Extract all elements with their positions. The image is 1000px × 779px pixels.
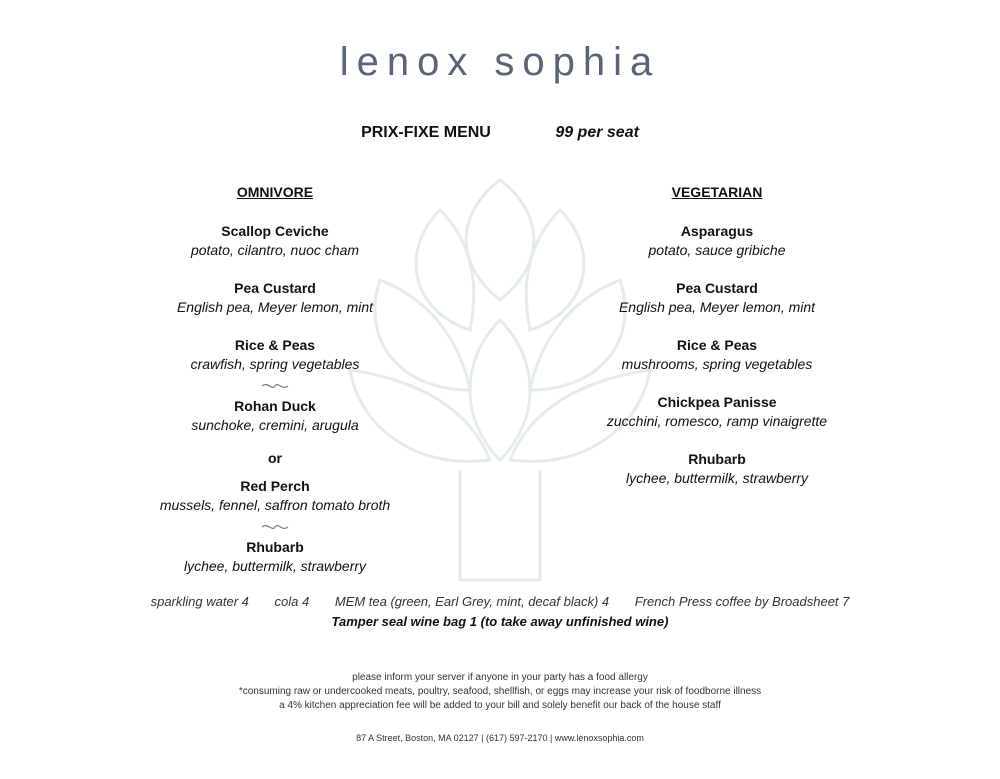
flourish-divider-icon bbox=[260, 381, 290, 391]
dish-name: Pea Custard bbox=[676, 280, 758, 296]
wine-bag-note: Tamper seal wine bag 1 (to take away unfinished wine) bbox=[331, 614, 669, 629]
vegetarian-heading: VEGETARIAN bbox=[671, 184, 763, 200]
dish-description: mussels, fennel, saffron tomato broth bbox=[159, 497, 391, 513]
raw-food-warning: *consuming raw or undercooked meats, poultry, seafood, shellfish, or eggs may increase your risk of foodborne illness bbox=[238, 686, 762, 697]
prix-fixe-title: PRIX-FIXE MENU bbox=[361, 124, 491, 141]
dish-description: English pea, Meyer lemon, mint bbox=[618, 299, 816, 315]
omnivore-heading: OMNIVORE bbox=[236, 184, 314, 200]
vegetarian-column bbox=[507, 184, 927, 507]
dish-description: lychee, buttermilk, strawberry bbox=[183, 558, 367, 574]
menu-item bbox=[507, 222, 927, 260]
allergy-note: please inform your server if anyone in your party has a food allergy bbox=[352, 672, 648, 683]
dish-description: mushrooms, spring vegetables bbox=[621, 356, 813, 372]
or-separator: or bbox=[268, 450, 282, 466]
prix-fixe-price: 99 per seat bbox=[555, 124, 639, 141]
drink-item: French Press coffee by Broadsheet 7 bbox=[634, 594, 850, 609]
drink-item: MEM tea (green, Earl Grey, mint, decaf black) 4 bbox=[334, 594, 610, 609]
menu-item bbox=[65, 336, 485, 374]
menu-item bbox=[65, 538, 485, 576]
dish-name: Red Perch bbox=[240, 478, 310, 494]
dish-name: Asparagus bbox=[680, 223, 754, 239]
dish-name: Pea Custard bbox=[234, 280, 316, 296]
dish-description: potato, sauce gribiche bbox=[648, 242, 786, 258]
dish-name: Rhubarb bbox=[246, 539, 304, 555]
address-line: 87 A Street, Boston, MA 02127 | (617) 597-2170 | www.lenoxsophia.com bbox=[356, 733, 644, 743]
menu-item bbox=[65, 477, 485, 515]
flourish-divider-icon bbox=[260, 522, 290, 532]
menu-item bbox=[507, 450, 927, 488]
drink-item: sparkling water 4 bbox=[150, 594, 249, 609]
dish-name: Chickpea Panisse bbox=[657, 394, 777, 410]
menu-item bbox=[507, 393, 927, 431]
dish-name: Scallop Ceviche bbox=[221, 223, 329, 239]
kitchen-fee-note: a 4% kitchen appreciation fee will be added to your bill and solely benefit our back of the house staff bbox=[279, 700, 721, 711]
dish-name: Rice & Peas bbox=[676, 337, 758, 353]
dish-name: Rohan Duck bbox=[234, 398, 316, 414]
dish-description: crawfish, spring vegetables bbox=[190, 356, 360, 372]
dish-description: zucchini, romesco, ramp vinaigrette bbox=[606, 413, 828, 429]
menu-item bbox=[65, 279, 485, 317]
menu-item bbox=[507, 336, 927, 374]
drink-item: cola 4 bbox=[274, 594, 310, 609]
restaurant-logo: lenox sophia bbox=[339, 40, 661, 84]
dish-description: sunchoke, cremini, arugula bbox=[191, 417, 359, 433]
menu-item bbox=[65, 222, 485, 260]
dish-name: Rice & Peas bbox=[234, 337, 316, 353]
dish-description: potato, cilantro, nuoc cham bbox=[190, 242, 360, 258]
footer-notes bbox=[0, 671, 1000, 713]
menu-item bbox=[65, 397, 485, 435]
dish-description: lychee, buttermilk, strawberry bbox=[625, 470, 809, 486]
dish-name: Rhubarb bbox=[688, 451, 746, 467]
dish-description: English pea, Meyer lemon, mint bbox=[176, 299, 374, 315]
drinks-line bbox=[0, 594, 1000, 609]
prix-fixe-header bbox=[0, 124, 1000, 142]
menu-item bbox=[507, 279, 927, 317]
omnivore-column bbox=[65, 184, 485, 595]
